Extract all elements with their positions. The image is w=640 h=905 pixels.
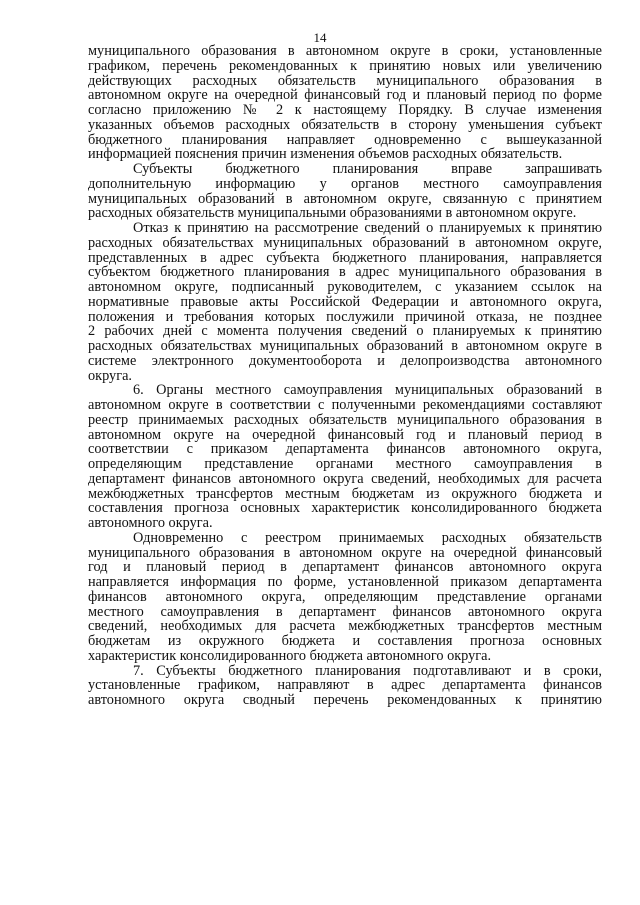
text-line: расходных обязательств муниципальными образованиями в автономном округе. bbox=[88, 205, 577, 222]
paragraph bbox=[88, 531, 602, 664]
text-line: нормативные правовые акты Российской Федерации и автономного округа, bbox=[88, 294, 602, 310]
text-line: муниципального образования в автономном округе в сроки, установленные bbox=[88, 44, 602, 59]
document-body bbox=[88, 44, 602, 708]
text-line: автономном округе на очередной финансовый год и плановый период по форме bbox=[88, 88, 602, 103]
text-line: графиком, перечень рекомендованных к принятию новых или увеличению bbox=[88, 58, 602, 74]
text-line: системе электронного документооборота и делопроизводства автономного bbox=[88, 353, 602, 369]
text-line: год и плановый период в департамент финансов автономного округа bbox=[88, 560, 602, 575]
text-line: составления прогноза основных характеристик консолидированного бюджета bbox=[88, 501, 602, 516]
text-line: характеристик консолидированного бюджета автономного округа. bbox=[88, 647, 492, 664]
text-line: департамент финансов автономного округа сведений, необходимых для расчета bbox=[88, 471, 602, 487]
text-line: соответствии с приказом департамента финансов автономного округа, bbox=[88, 442, 602, 457]
paragraph bbox=[88, 383, 602, 531]
page-number: 14 bbox=[313, 30, 327, 45]
paragraph bbox=[88, 221, 602, 383]
paragraph bbox=[88, 664, 602, 708]
text-line: согласно приложению № 2 к настоящему Порядку. В случае изменения bbox=[88, 103, 602, 118]
text-line: Отказ к принятию на рассмотрение сведений о планируемых к принятию bbox=[133, 221, 602, 236]
text-line: представленных в адрес субъекта бюджетного планирования, направляется bbox=[88, 250, 602, 266]
text-line: дополнительную информацию у органов местного самоуправления bbox=[88, 176, 602, 192]
text-line: округа. bbox=[88, 367, 132, 384]
text-line: Одновременно с реестром принимаемых расходных обязательств bbox=[133, 530, 602, 546]
paragraph bbox=[88, 162, 602, 221]
text-line: автономном округе в соответствии с полученными рекомендациями составляют bbox=[88, 398, 602, 413]
text-line: расходных обязательствах муниципальных образований в автономном округе, bbox=[88, 235, 602, 251]
text-line: реестр принимаемых расходных обязательств муниципального образования в bbox=[88, 412, 602, 428]
text-line: сведений, необходимых для расчета межбюджетных трансфертов местным bbox=[88, 619, 602, 634]
text-line: указанных объемов расходных обязательств в сторону уменьшения субъект bbox=[88, 117, 602, 133]
text-line: расходных обязательствах муниципальных образований в автономном округе в bbox=[88, 339, 602, 354]
text-line: бюджетам из окружного бюджета и составления прогноза основных bbox=[88, 634, 602, 649]
text-line: 7. Субъекты бюджетного планирования подготавливают и в сроки, bbox=[133, 663, 602, 679]
text-line: информацией пояснения причин изменения объемов расходных обязательств. bbox=[88, 146, 563, 163]
text-line: автономном округе на очередной финансовый год и плановый период в bbox=[88, 427, 602, 443]
text-line: автономного округа сводный перечень рекомендованных к принятию bbox=[88, 693, 602, 708]
text-line: направляется информация по форме, установленной приказом департамента bbox=[88, 575, 602, 590]
paragraph bbox=[88, 44, 602, 162]
text-line: положения и требования которых послужили причиной отказа, не позднее bbox=[88, 309, 602, 325]
text-line: автономного округа. bbox=[88, 515, 213, 531]
text-line: бюджетного планирования направляет одновременно с вышеуказанной bbox=[88, 132, 602, 148]
text-line: автономном округе, подписанный руководителем, с указанием ссылок на bbox=[88, 280, 602, 295]
text-line: финансов автономного округа, определяющим представление органами bbox=[88, 589, 602, 605]
text-line: местного самоуправления в департамент финансов автономного округа bbox=[88, 604, 602, 620]
text-line: установленные графиком, направляют в адрес департамента финансов bbox=[88, 678, 602, 693]
text-line: действующих расходных обязательств муниципального образования в bbox=[88, 73, 602, 89]
text-line: муниципального образования в автономном округе на очередной финансовый bbox=[88, 545, 602, 561]
text-line: муниципальных образований в автономном округе, связанную с принятием bbox=[88, 191, 602, 207]
text-line: Субъекты бюджетного планирования вправе запрашивать bbox=[133, 162, 602, 177]
text-line: межбюджетных трансфертов местным бюджетам из окружного бюджета и bbox=[88, 486, 602, 502]
text-line: определяющим представление органами местного самоуправления в bbox=[88, 457, 602, 472]
text-line: субъектом бюджетного планирования в адрес муниципального образования в bbox=[88, 265, 602, 280]
text-line: 2 рабочих дней с момента получения сведений о планируемых к принятию bbox=[88, 324, 602, 339]
text-line: 6. Органы местного самоуправления муниципальных образований в bbox=[133, 383, 602, 398]
